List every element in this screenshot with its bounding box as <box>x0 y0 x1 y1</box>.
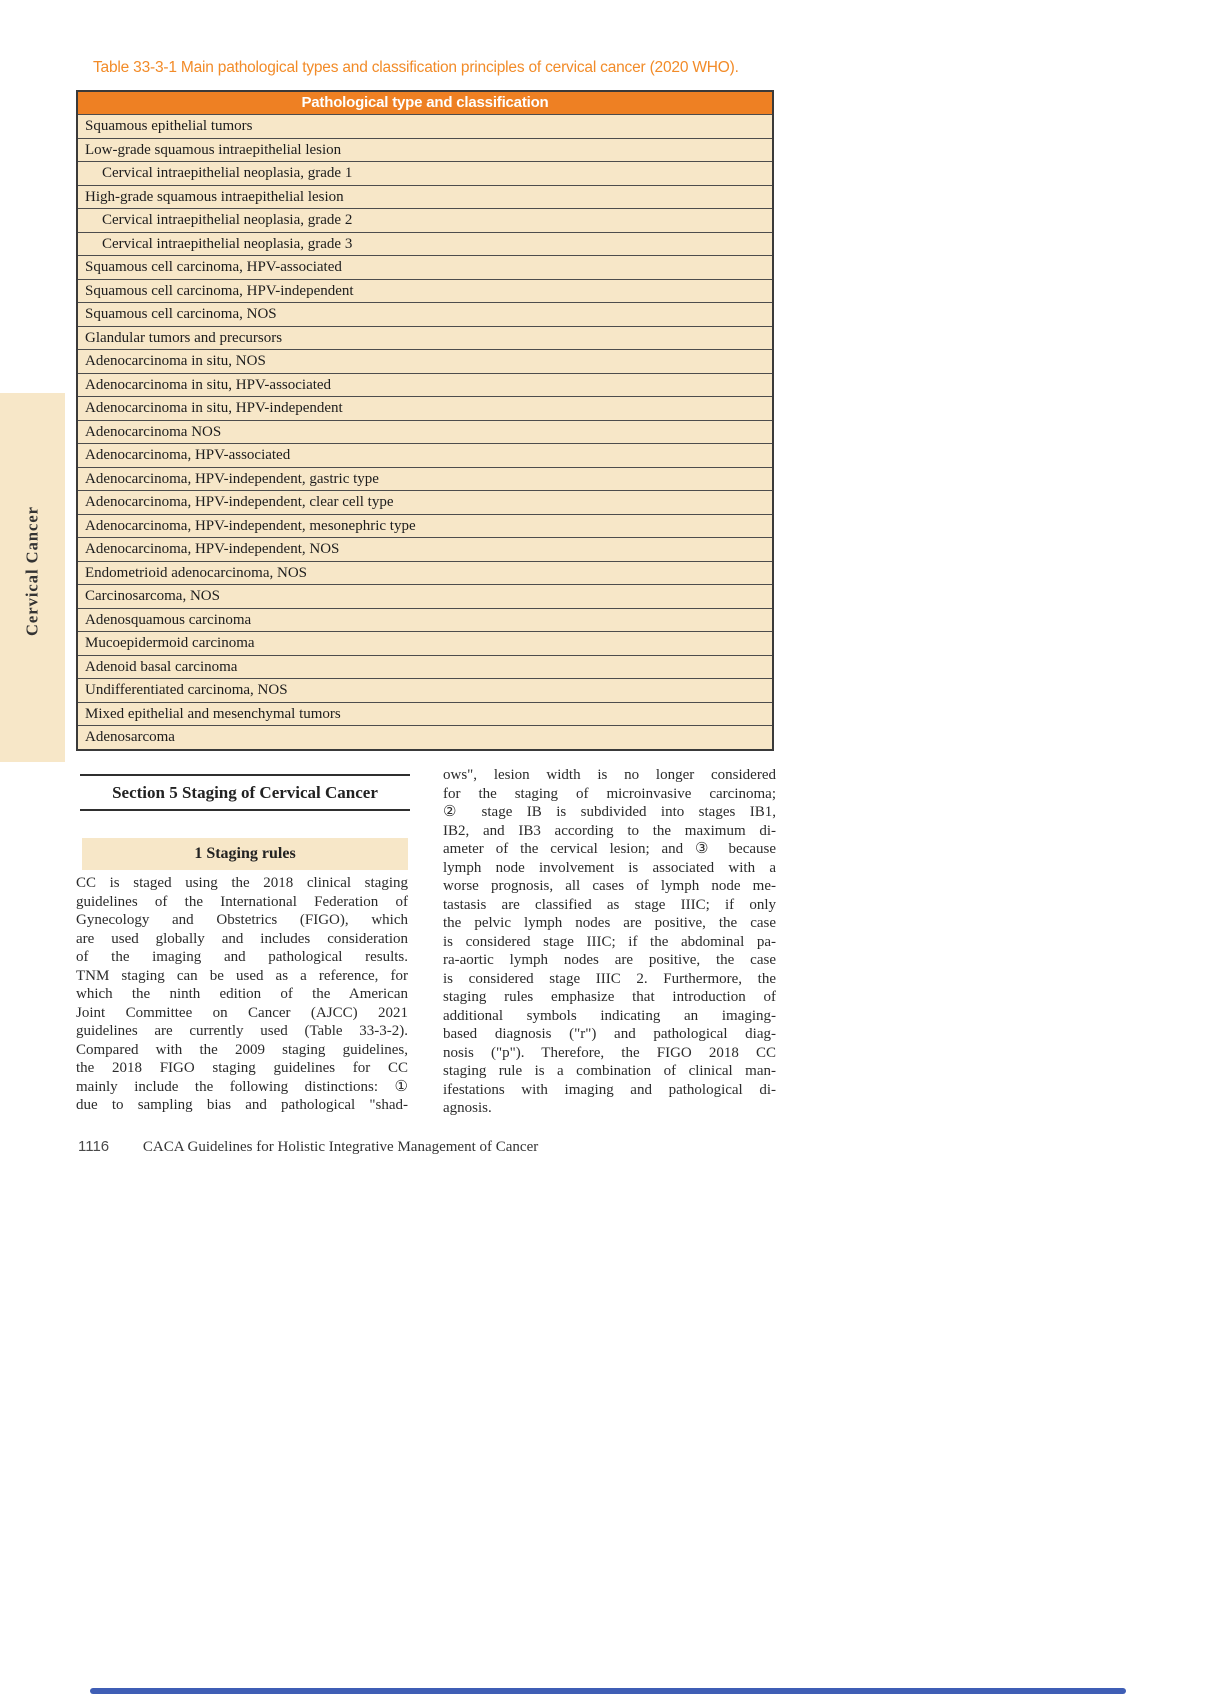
table-row: Adenocarcinoma in situ, HPV-independent <box>78 396 772 420</box>
text-line: Gynecology and Obstetrics (FIGO), which <box>76 912 408 928</box>
table-row: Cervical intraepithelial neoplasia, grade 2 <box>78 208 772 232</box>
chapter-sidebar-tab <box>0 393 65 762</box>
table-row: Squamous epithelial tumors <box>78 114 772 138</box>
text-line: nosis ("p"). Therefore, the FIGO 2018 CC <box>443 1044 776 1061</box>
table-row: Adenocarcinoma, HPV-independent, clear cell type <box>78 490 772 514</box>
table-row: Squamous cell carcinoma, HPV-independent <box>78 279 772 303</box>
text-line: for the staging of microinvasive carcinoma; <box>443 785 776 802</box>
table-row: Adenoid basal carcinoma <box>78 655 772 679</box>
table-row: Cervical intraepithelial neoplasia, grade 3 <box>78 232 772 256</box>
text-line: is considered stage IIIC; if the abdominal pa- <box>443 933 776 950</box>
text-line: Compared with the 2009 staging guidelines, <box>76 1041 408 1058</box>
text-line: the pelvic lymph nodes are positive, the case <box>443 915 776 931</box>
table-row: Squamous cell carcinoma, NOS <box>78 302 772 326</box>
footer-title: CACA Guidelines for Holistic Integrative Management of Cancer <box>142 1139 539 1155</box>
text-line: mainly include the following distinctions: ① <box>76 1078 408 1095</box>
text-line: guidelines of the International Federation of <box>76 893 408 910</box>
left-text-column <box>76 874 408 1115</box>
text-line: IB2, and IB3 according to the maximum di- <box>443 822 776 839</box>
horizontal-scrollbar-thumb[interactable] <box>90 1688 1126 1694</box>
table-row: Adenocarcinoma, HPV-independent, NOS <box>78 537 772 561</box>
table-body <box>78 114 772 749</box>
table-row: Adenocarcinoma, HPV-independent, gastric type <box>78 467 772 491</box>
table-row: Adenosarcoma <box>78 725 772 749</box>
text-line: worse prognosis, all cases of lymph node me- <box>443 878 776 894</box>
text-line: which the ninth edition of the American <box>76 986 408 1002</box>
chapter-label: Cervical Cancer <box>22 506 42 636</box>
text-line: additional symbols indicating an imaging- <box>443 1007 776 1024</box>
text-line: are used globally and includes consideration <box>76 930 408 947</box>
text-line: Joint Committee on Cancer (AJCC) 2021 <box>76 1004 408 1021</box>
text-line: of the imaging and pathological results. <box>76 949 408 965</box>
text-line: guidelines are currently used (Table 33-3-2). <box>76 1023 408 1039</box>
table-row: Endometrioid adenocarcinoma, NOS <box>78 561 772 585</box>
table-row: Adenocarcinoma in situ, NOS <box>78 349 772 373</box>
table-row: Glandular tumors and precursors <box>78 326 772 350</box>
text-line: TNM staging can be used as a reference, for <box>76 967 408 984</box>
text-line: ifestations with imaging and pathological di- <box>443 1081 776 1098</box>
text-line: is considered stage IIIC 2. Furthermore, the <box>443 970 776 987</box>
subsection-heading: 1 Staging rules <box>82 838 408 870</box>
table-row: Adenocarcinoma, HPV-independent, mesonephric type <box>78 514 772 538</box>
table-row: Mixed epithelial and mesenchymal tumors <box>78 702 772 726</box>
table-row: High-grade squamous intraepithelial lesion <box>78 185 772 209</box>
text-line: lymph node involvement is associated with a <box>443 859 776 876</box>
table-row: Low-grade squamous intraepithelial lesion <box>78 138 772 162</box>
pathology-table <box>76 90 774 751</box>
table-row: Adenocarcinoma in situ, HPV-associated <box>78 373 772 397</box>
page-number: 1116 <box>78 1138 110 1155</box>
table-row: Cervical intraepithelial neoplasia, grade 1 <box>78 161 772 185</box>
text-line: the 2018 FIGO staging guidelines for CC <box>76 1060 408 1076</box>
table-row: Mucoepidermoid carcinoma <box>78 631 772 655</box>
text-line: CC is staged using the 2018 clinical staging <box>76 875 408 891</box>
table-header: Pathological type and classification <box>78 92 772 114</box>
table-row: Adenocarcinoma NOS <box>78 420 772 444</box>
text-line: staging rules emphasize that introduction of <box>443 989 776 1005</box>
text-line: ows", lesion width is no longer considered <box>443 767 776 783</box>
text-line: ra-aortic lymph nodes are positive, the case <box>443 952 776 968</box>
table-caption: Table 33-3-1 Main pathological types and classification principles of cervical cancer (2020 WHO). <box>93 59 739 76</box>
right-text-column <box>443 766 776 1118</box>
text-line: ameter of the cervical lesion; and ③ because <box>443 841 776 857</box>
text-line: due to sampling bias and pathological "shad- <box>76 1097 408 1113</box>
table-row: Adenocarcinoma, HPV-associated <box>78 443 772 467</box>
text-line: staging rule is a combination of clinical man- <box>443 1063 776 1079</box>
table-row: Squamous cell carcinoma, HPV-associated <box>78 255 772 279</box>
text-line: ② stage IB is subdivided into stages IB1, <box>443 804 776 820</box>
table-row: Carcinosarcoma, NOS <box>78 584 772 608</box>
page-footer <box>78 1138 538 1156</box>
text-line: agnosis. <box>443 1100 492 1116</box>
text-line: tastasis are classified as stage IIIC; if only <box>443 896 776 913</box>
section-heading: Section 5 Staging of Cervical Cancer <box>80 774 410 811</box>
table-row: Adenosquamous carcinoma <box>78 608 772 632</box>
table-row: Undifferentiated carcinoma, NOS <box>78 678 772 702</box>
text-line: based diagnosis ("r") and pathological diag- <box>443 1026 776 1042</box>
